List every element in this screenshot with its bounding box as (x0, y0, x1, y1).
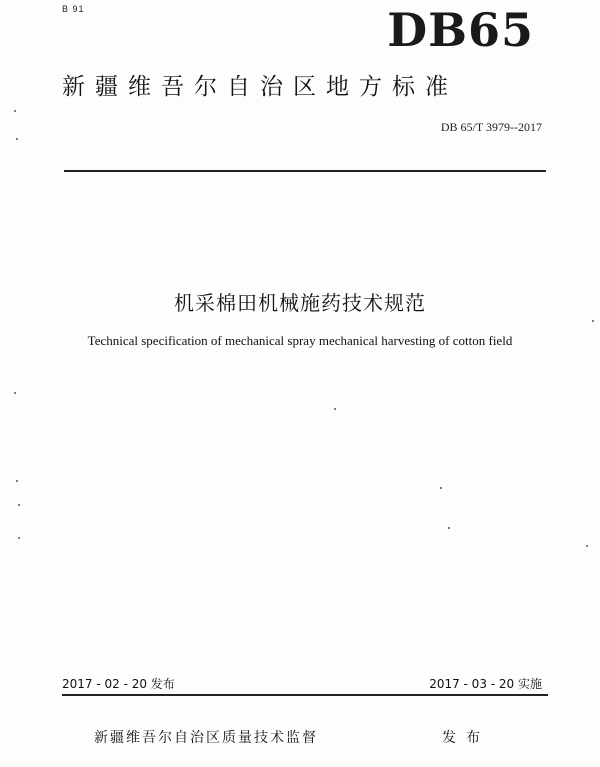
standard-type-heading: 新疆维吾尔自治区地方标准 (62, 74, 458, 100)
footer-divider (62, 694, 548, 696)
standard-logo: DB65 (387, 3, 534, 57)
standard-number: DB 65/T 3979--2017 (440, 120, 542, 134)
scan-speck (14, 392, 16, 394)
implementation-date: 2017 - 03 - 20 实施 (429, 677, 542, 691)
ics-code: B 91 (62, 4, 85, 14)
document-title: 机采棉田机械施药技术规范 (174, 291, 426, 315)
scan-speck (334, 408, 336, 410)
scan-speck (586, 545, 588, 547)
scan-speck (16, 480, 18, 482)
scan-speck (440, 487, 442, 489)
scan-speck (18, 537, 20, 539)
scan-speck (18, 504, 20, 506)
header-divider (64, 170, 546, 172)
document-english-title: Technical specification of mechanical spray mechanical harvesting of cotton field (87, 333, 513, 348)
issue-label: 发布 (442, 730, 490, 746)
scan-speck (448, 527, 450, 529)
scan-speck (16, 138, 18, 140)
scan-speck (592, 320, 594, 322)
publish-date: 2017 - 02 - 20 发布 (62, 677, 175, 691)
issuing-authority: 新疆维吾尔自治区质量技术监督 (94, 730, 318, 746)
scan-speck (14, 110, 16, 112)
